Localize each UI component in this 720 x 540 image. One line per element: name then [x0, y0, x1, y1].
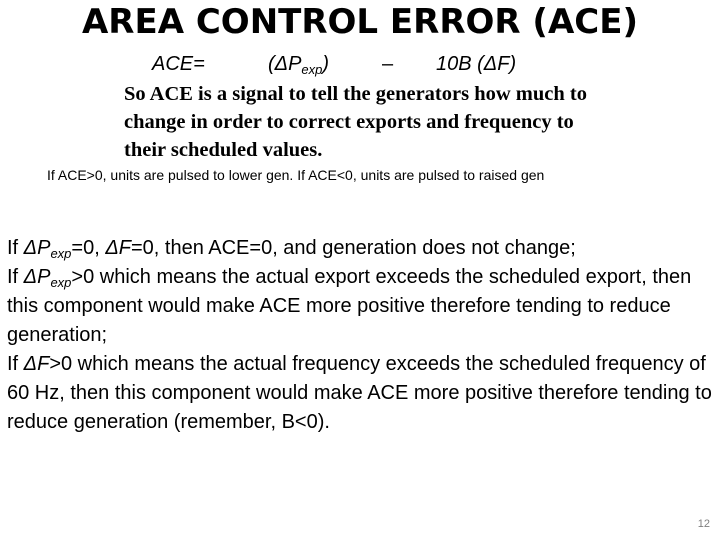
equation-lhs: ACE=	[152, 53, 205, 75]
symbol-delta-f: ΔF	[23, 353, 50, 375]
explanation-prefix: If	[7, 237, 24, 259]
explanation-zero-case	[7, 234, 717, 263]
slide-title: AREA CONTROL ERROR (ACE)	[81, 2, 639, 42]
page-number: 12	[697, 518, 710, 530]
term-export-close: )	[322, 53, 330, 75]
explanation-rest: =0, then ACE=0, and generation does not change;	[130, 237, 576, 259]
symbol-delta-p: ΔP	[23, 237, 51, 259]
equation-term-export	[268, 50, 329, 78]
equation-term-frequency: 10B (ΔF)	[436, 53, 517, 75]
explanation-rest: >0 which means the actual export exceeds the scheduled export, then this component would make ACE more positive therefore tending to reduce generation;	[7, 266, 692, 346]
explanation-export-case	[7, 263, 717, 350]
term-export-subscript: exp	[301, 62, 323, 77]
ace-description: So ACE is a signal to tell the generators how much to change in order to correct exports and frequency to their scheduled values.	[124, 83, 587, 161]
symbol-delta-p: ΔP	[23, 266, 51, 288]
symbol-delta-f: ΔF	[105, 237, 131, 259]
explanation-rest: >0 which means the actual frequency exceeds the scheduled frequency of 60 Hz, then this component would make ACE more positive therefore tending to reduce generation (remember, B<0).	[7, 353, 712, 433]
symbol-subscript: exp	[50, 246, 72, 261]
explanation-prefix: If	[7, 266, 24, 288]
symbol-subscript: exp	[50, 275, 72, 290]
explanation-mid: =0,	[71, 237, 106, 259]
pulse-rule-note: If ACE>0, units are pulsed to lower gen. If ACE<0, units are pulsed to raised gen	[47, 167, 545, 183]
equation-operator: –	[382, 53, 394, 75]
explanation-block	[7, 234, 717, 437]
explanation-prefix: If	[7, 353, 24, 375]
explanation-frequency-case	[7, 350, 717, 437]
term-export-open: (ΔP	[268, 53, 302, 75]
